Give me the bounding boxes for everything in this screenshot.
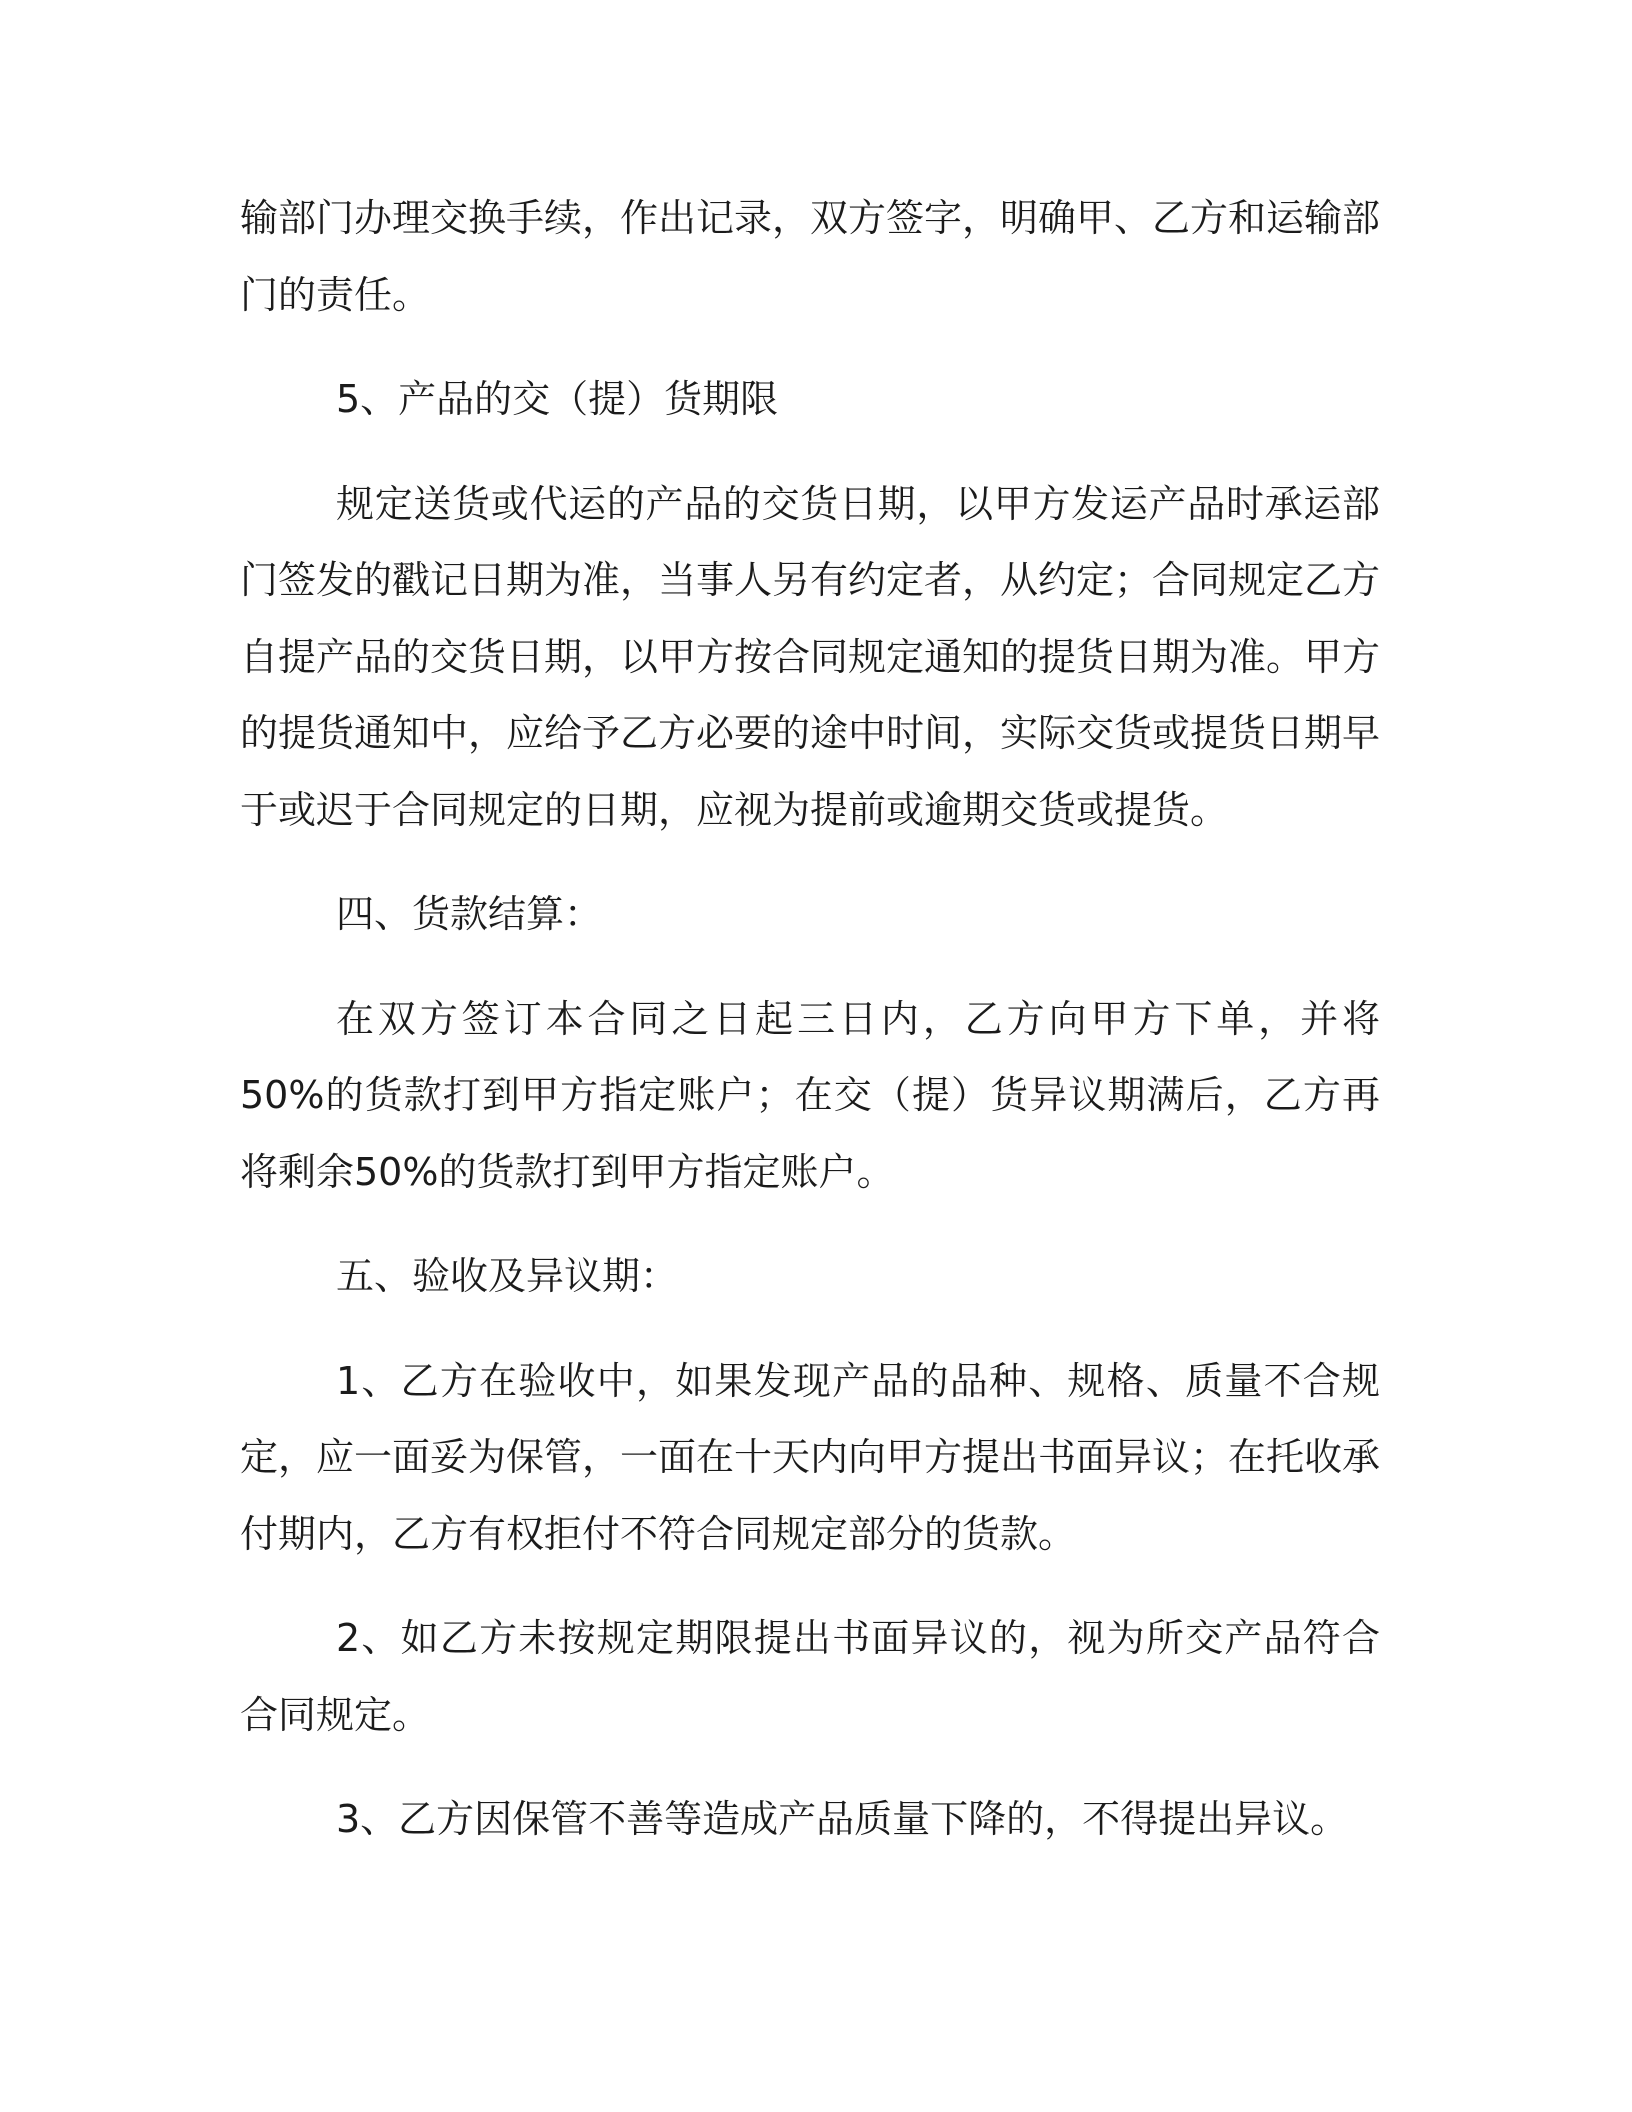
paragraph-inspection-objection: 1、乙方在验收中，如果发现产品的品种、规格、质量不合规定，应一面妥为保管，一面在十天内向甲方提出书面异议；在托收承付期内，乙方有权拒付不符合同规定部分的货款。 bbox=[240, 1358, 1381, 1556]
paragraph-delivery-date-rules: 规定送货或代运的产品的交货日期，以甲方发运产品时承运部门签发的戳记日期为准，当事人另有约定者，从约定；合同规定乙方自提产品的交货日期，以甲方按合同规定通知的提货日期为准。甲方的提货通知中，应给予乙方必要的途中时间，实际交货或提货日期早于或迟于合同规定的日期，应视为提前或逾期交货或提货。 bbox=[240, 481, 1381, 832]
section-heading-inspection: 五、验收及异议期： bbox=[336, 1254, 679, 1298]
section-heading-payment: 四、货款结算： bbox=[336, 892, 603, 936]
paragraph-storage-quality: 3、乙方因保管不善等造成产品质量下降的，不得提出异议。 bbox=[336, 1797, 1349, 1841]
document-body bbox=[240, 180, 1380, 1858]
paragraph-payment-terms: 在双方签订本合同之日起三日内，乙方向甲方下单，并将 50%的货款打到甲方指定账户；在交（提）货异议期满后，乙方再将剩余50%的货款打到甲方指定账户。 bbox=[240, 996, 1380, 1194]
paragraph-objection-deadline: 2、如乙方未按规定期限提出书面异议的，视为所交产品符合合同规定。 bbox=[240, 1616, 1380, 1737]
paragraph-transport-responsibility: 输部门办理交换手续，作出记录，双方签字，明确甲、乙方和运输部门的责任。 bbox=[240, 196, 1381, 317]
section-heading-delivery-term: 5、产品的交（提）货期限 bbox=[336, 377, 779, 421]
